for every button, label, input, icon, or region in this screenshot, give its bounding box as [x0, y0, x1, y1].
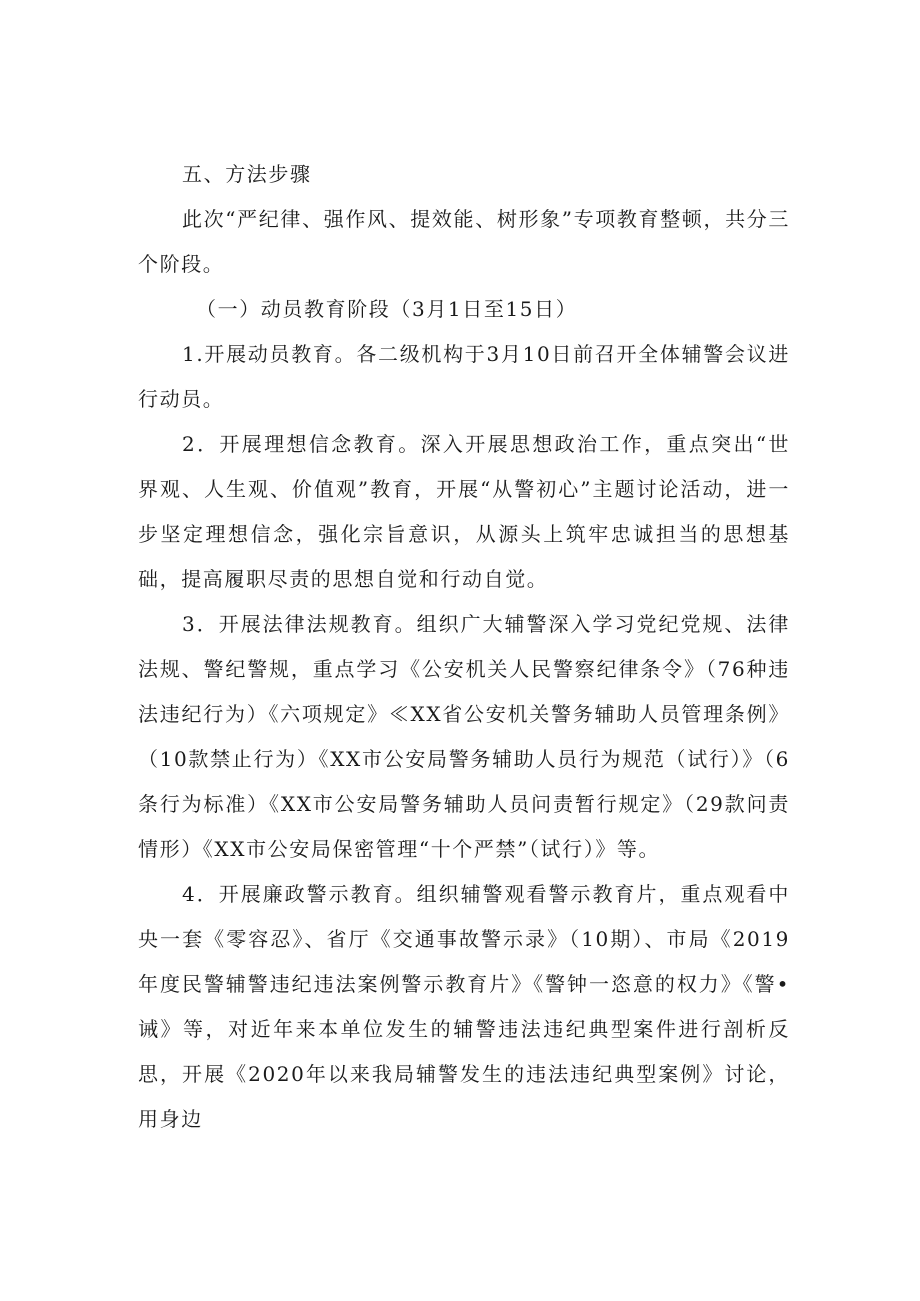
intro-paragraph: 此次“严纪律、强作风、提效能、树形象”专项教育整顿，共分三个阶段。 [138, 207, 790, 276]
item-paragraph-3: 3．开展法律法规教育。组织广大辅警深入学习党纪党规、法律法规、警纪警规，重点学习《公安机关人民警察纪律条令》（76种违法违纪行为）《六项规定》≪XX省公安机关警务辅助人员管理条例》（10款禁止行为）《XX市公安局警务辅助人员行为规范（试行）》（6条行为标准）《XX市公安局警务辅助人员问责暂行规定》（29款问责情形）《XX市公安局保密管理“十个严禁”（试行）》等。 [138, 612, 790, 861]
section-heading: 五、方法步骤 [182, 162, 312, 186]
item-paragraph-1: 1.开展动员教育。各二级机构于3月10日前召开全体辅警会议进行动员。 [138, 342, 790, 411]
item-paragraph-4: 4．开展廉政警示教育。组织辅警观看警示教育片，重点观看中央一套《零容忍》、省厅《交通事故警示录》（10期）、市局《2019年度民警辅警违纪违法案例警示教育片》《警钟一恣意的权力》《警•诫》等，对近年来本单位发生的辅警违法违纪典型案件进行剖析反思，开展《2020年以来我局辅警发生的违法违纪典型案例》讨论，用身边 [138, 882, 790, 1131]
stage-heading: （一）动员教育阶段（3月1日至15日） [196, 297, 578, 321]
item-paragraph-2: 2．开展理想信念教育。深入开展思想政治工作，重点突出“世界观、人生观、价值观”教育，开展“从警初心”主题讨论活动，进一步坚定理想信念，强化宗旨意识，从源头上筑牢忠诚担当的思想基础，提高履职尽责的思想自觉和行动自觉。 [138, 432, 790, 591]
document-body [138, 152, 790, 1142]
